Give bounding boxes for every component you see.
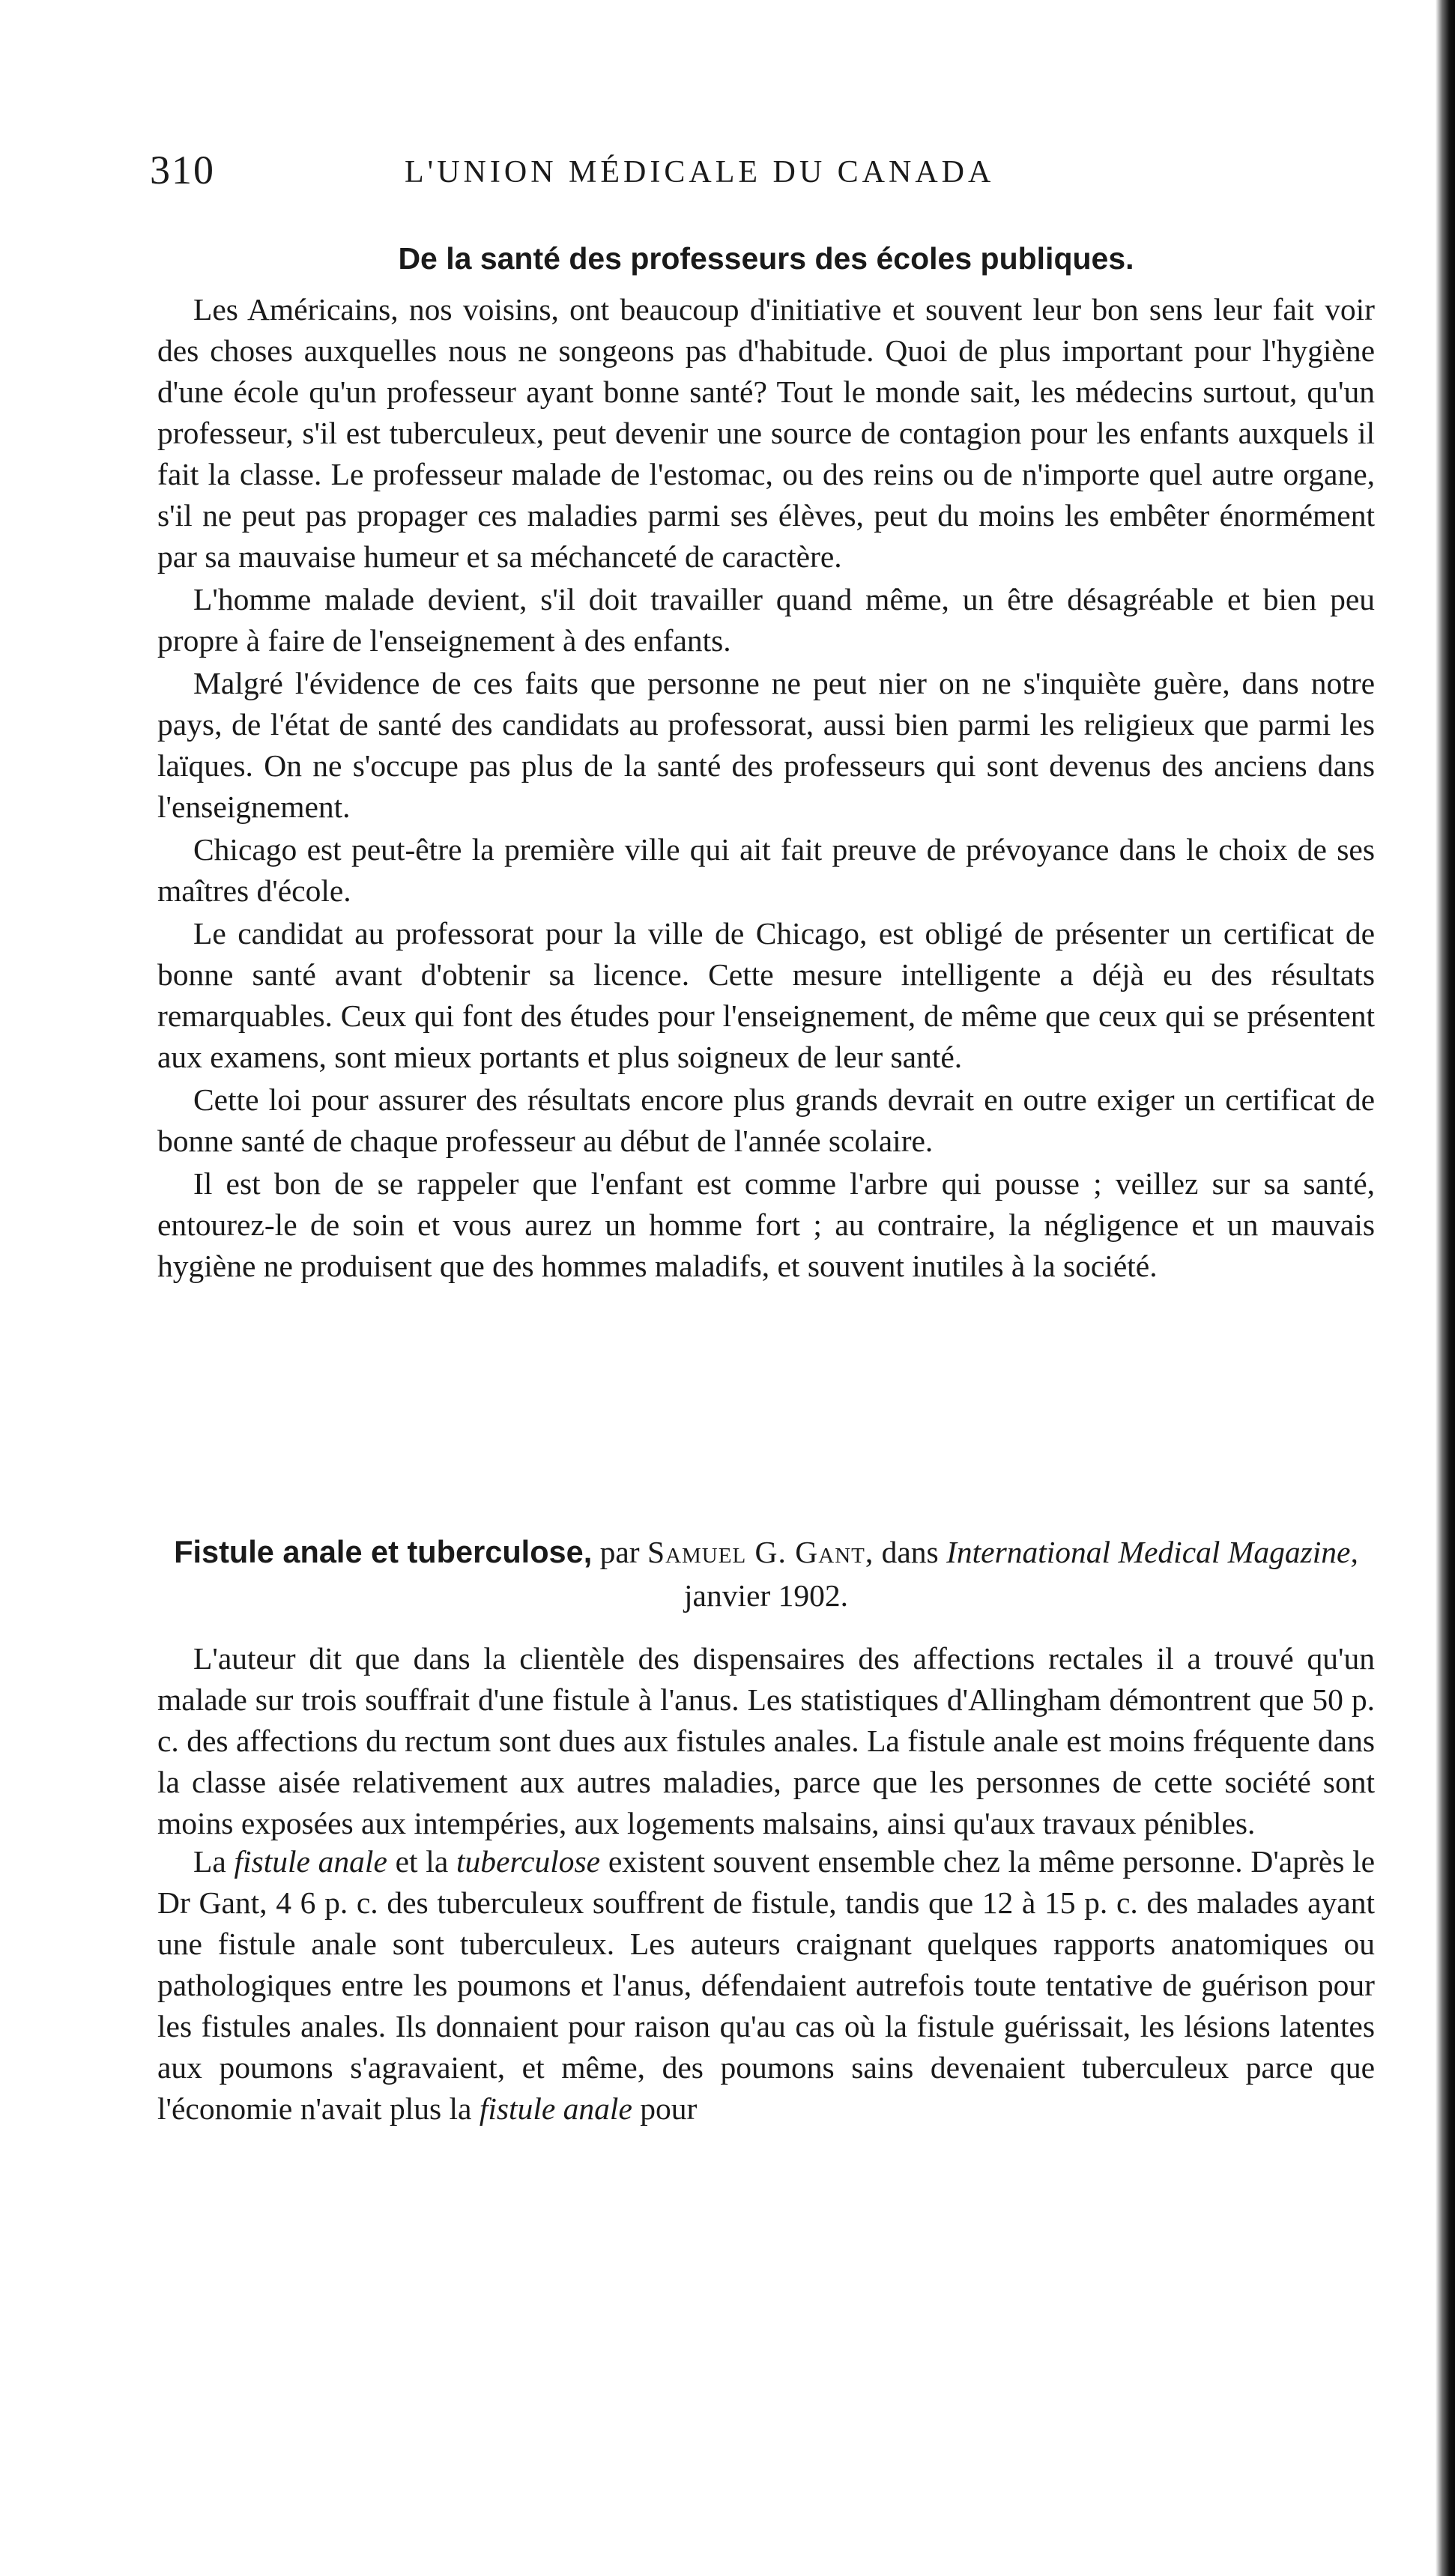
article-1-paragraph: Le candidat au professorat pour la ville de Chicago, est obligé de présenter un certificat de bonne santé avant d'obtenir sa licence. Cette mesure intelligente a déjà eu des résultats remarquables. Ceux qui font des études pour l'enseignement, de même que ceux qui se présentent aux examens, sont mieux portants et plus soigneux de leur santé. (157, 916, 1375, 1074)
italic-term: fistule anale (234, 1844, 387, 1879)
article-2-body (157, 1638, 1375, 2131)
text-run: La (193, 1844, 226, 1879)
text-run: et la (395, 1844, 449, 1879)
article-2-in: dans (881, 1535, 939, 1569)
text-run: existent souvent ensemble chez la même personne. D'après le Dr Gant, 4 6 p. c. des tuberculeux souffrent de fistule, tandis que 12 à 15 p. c. des malades ayant une fistule anale sont tuberculeux. Les auteurs craignant quelques rapports anatomiques ou pathologiques entre les poumons et l'anus, défendaient autrefois toute tentative de guérison pour les fistules anales. Ils donnaient pour raison qu'au cas où la fistule guérissait, les lésions latentes aux poumons s'agravaient, et même, des poumons sains devenaient tuberculeux parce que l'économie n'avait plus la (157, 1844, 1376, 2126)
article-1-paragraph: Les Américains, nos voisins, ont beaucoup d'initiative et souvent leur bon sens leur fait voir des choses auxquelles nous ne songeons pas d'habitude. Quoi de plus important pour l'hygiène d'une école qu'un professeur ayant bonne santé? Tout le monde sait, les médecins surtout, qu'un professeur, s'il est tuberculeux, peut devenir une source de contagion pour les enfants auxquels il fait la classe. Le professeur malade de l'estomac, ou des reins ou de n'importe quel autre organe, s'il ne peut pas propager ces maladies parmi ses élèves, peut du moins les embêter énormément par sa mauvaise humeur et sa méchanceté de caractère. (157, 292, 1375, 574)
article-2-heading (157, 1530, 1375, 1617)
article-1-paragraph: Cette loi pour assurer des résultats encore plus grands devrait en outre exiger un certificat de bonne santé de chaque professeur au début de l'année scolaire. (157, 1082, 1375, 1158)
article-1-body (157, 289, 1375, 1288)
article-2-journal: International Medical Magazine, (946, 1535, 1358, 1569)
article-2-paragraph: L'auteur dit que dans la clientèle des dispensaires des affections rectales il a trouvé qu'un malade sur trois souffrait d'une fistule à l'anus. Les statistiques d'Allingham démontrent que 50 p. c. des affections du rectum sont dues aux fistules anales. La fistule anale est moins fréquente dans la classe aisée relativement aux autres maladies, parce que les personnes de cette société sont moins exposées aux intempéries, aux logements malsains, ainsi qu'aux travaux pénibles. (157, 1641, 1375, 1840)
article-2-by: par (599, 1535, 640, 1569)
italic-term: fistule anale (479, 2091, 632, 2126)
text-run: pour (640, 2091, 698, 2126)
article-1-title: De la santé des professeurs des écoles publiques. (398, 241, 1134, 276)
page-number: 310 (150, 148, 215, 193)
article-2-date: janvier 1902. (684, 1578, 848, 1613)
running-head: L'UNION MÉDICALE DU CANADA (405, 155, 995, 190)
article-1-paragraph: Chicago est peut-être la première ville qui ait fait preuve de prévoyance dans le choix de ses maîtres d'école. (157, 832, 1375, 908)
article-2-paragraph (157, 1841, 1375, 2130)
scan-binding-edge (1436, 0, 1455, 2576)
article-2-title: Fistule anale et tuberculose, (174, 1534, 593, 1569)
article-1-paragraph: Il est bon de se rappeler que l'enfant est comme l'arbre qui pousse ; veillez sur sa santé, entourez-le de soin et vous aurez un homme fort ; au contraire, la négligence et un mauvais hygiène ne produisent que des hommes maladifs, et souvent inutiles à la société. (157, 1166, 1375, 1283)
article-1-paragraph: Malgré l'évidence de ces faits que personne ne peut nier on ne s'inquiète guère, dans notre pays, de l'état de santé des candidats au professorat, aussi bien parmi les religieux que parmi les laïques. On ne s'occupe pas plus de la santé des professeurs qui sont devenus des anciens dans l'enseignement. (157, 666, 1375, 824)
italic-term: tuberculose (456, 1844, 601, 1879)
article-2-author: Samuel G. Gant, (647, 1535, 874, 1569)
article-1-paragraph: L'homme malade devient, s'il doit travailler quand même, un être désagréable et bien peu propre à faire de l'enseignement à des enfants. (157, 582, 1375, 658)
